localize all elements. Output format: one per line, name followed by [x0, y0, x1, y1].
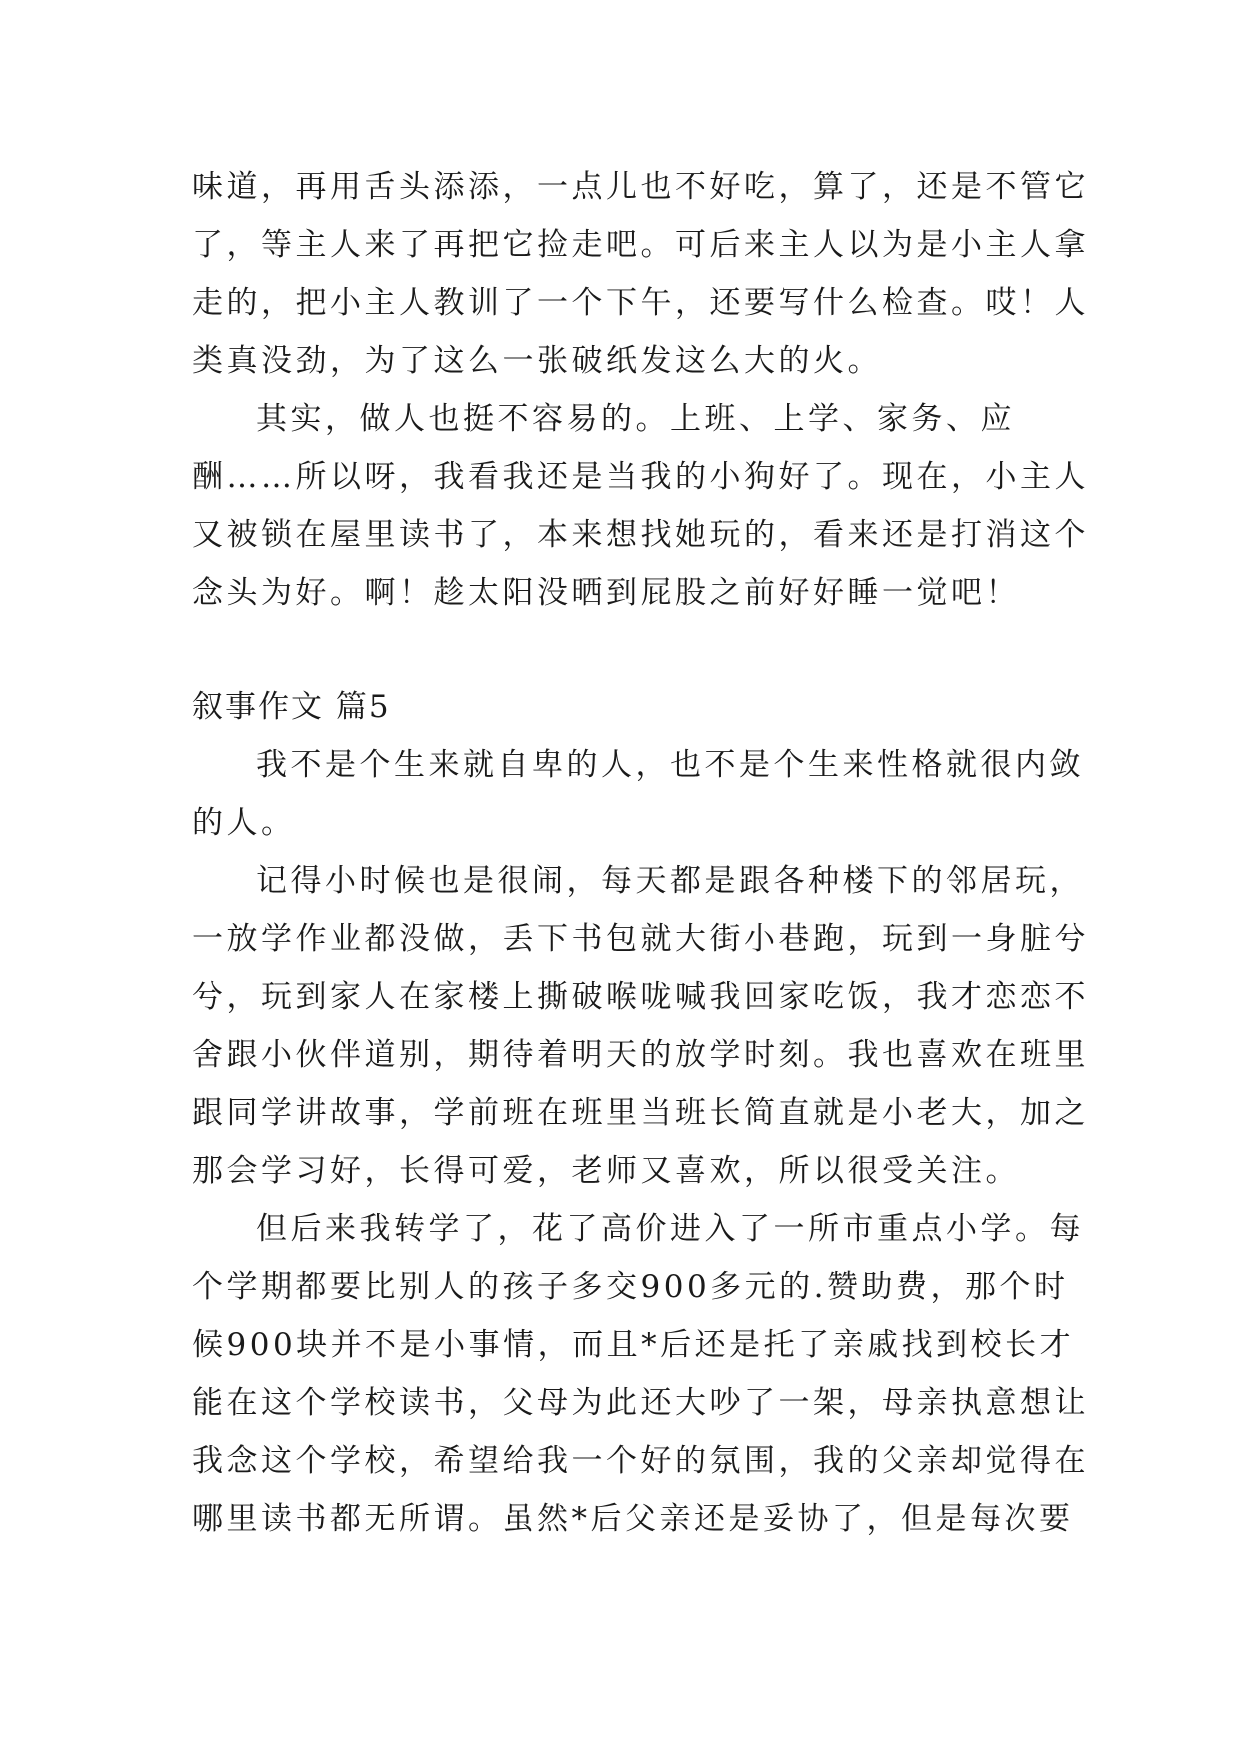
- paragraph-line: 其实，做人也挺不容易的。上班、上学、家务、应: [256, 401, 1015, 437]
- paragraph-line: 念头为好。啊！趁太阳没晒到屁股之前好好睡一觉吧！: [192, 575, 1020, 611]
- paragraph-line: 走的，把小主人教训了一个下午，还要写什么检查。哎！人: [192, 285, 1089, 321]
- paragraph-line: 味道，再用舌头添添，一点儿也不好吃，算了，还是不管它: [192, 169, 1089, 205]
- paragraph-line: 又被锁在屋里读书了，本来想找她玩的，看来还是打消这个: [192, 517, 1089, 553]
- paragraph-line: 酬……所以呀，我看我还是当我的小狗好了。现在，小主人: [192, 459, 1089, 495]
- paragraph-line: 我念这个学校，希望给我一个好的氛围，我的父亲却觉得在: [192, 1443, 1089, 1479]
- paragraph-line: 哪里读书都无所谓。虽然*后父亲还是妥协了，但是每次要: [192, 1501, 1074, 1537]
- paragraph-line: 跟同学讲故事，学前班在班里当班长简直就是小老大，加之: [192, 1095, 1089, 1131]
- paragraph-line: 我不是个生来就自卑的人，也不是个生来性格就很内敛: [256, 747, 1084, 783]
- paragraph-line: 但后来我转学了，花了高价进入了一所市重点小学。每: [256, 1211, 1084, 1247]
- paragraph-line: 记得小时候也是很闹，每天都是跟各种楼下的邻居玩，: [256, 863, 1084, 899]
- paragraph-line: 兮，玩到家人在家楼上撕破喉咙喊我回家吃饭，我才恋恋不: [192, 979, 1089, 1015]
- paragraph-line: 舍跟小伙伴道别，期待着明天的放学时刻。我也喜欢在班里: [192, 1037, 1089, 1073]
- paragraph-line: 的人。: [192, 805, 296, 841]
- paragraph-line: 候900块并不是小事情，而且*后还是托了亲戚找到校长才: [192, 1327, 1075, 1363]
- paragraph-line: 能在这个学校读书，父母为此还大吵了一架，母亲执意想让: [192, 1385, 1089, 1421]
- paragraph-line: 个学期都要比别人的孩子多交900多元的.赞助费，那个时: [192, 1269, 1069, 1305]
- paragraph-line: 那会学习好，长得可爱，老师又喜欢，所以很受关注。: [192, 1153, 1020, 1189]
- paragraph-line: 一放学作业都没做，丢下书包就大街小巷跑，玩到一身脏兮: [192, 921, 1089, 957]
- paragraph-line: 类真没劲，为了这么一张破纸发这么大的火。: [192, 343, 882, 379]
- section-heading: 叙事作文 篇5: [192, 689, 391, 725]
- paragraph-line: 了，等主人来了再把它捡走吧。可后来主人以为是小主人拿: [192, 227, 1089, 263]
